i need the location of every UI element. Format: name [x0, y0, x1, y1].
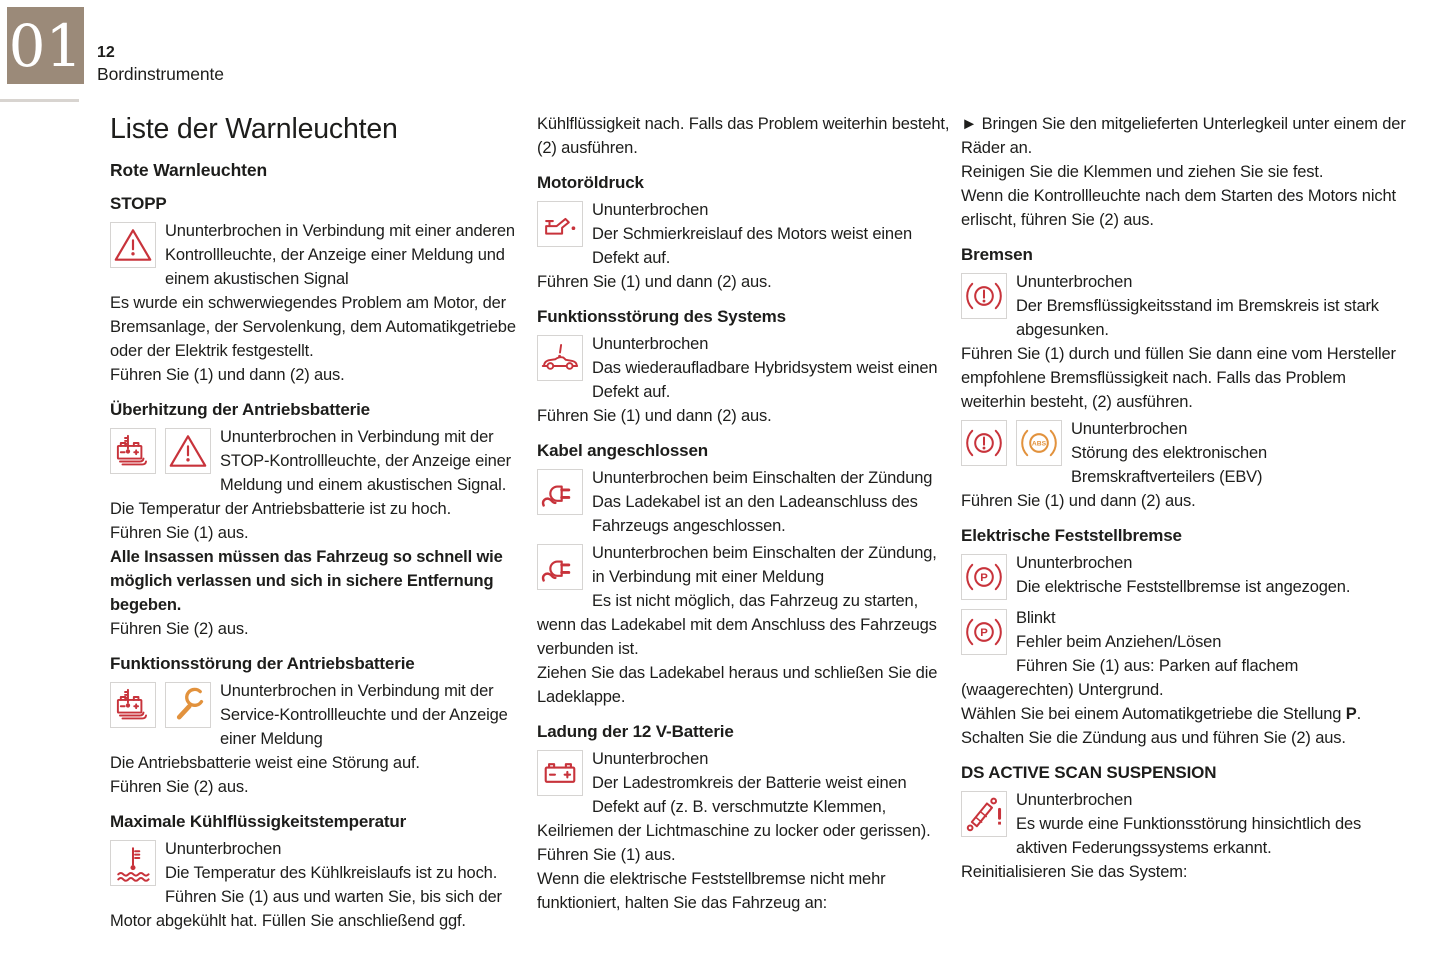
- warning-block: [961, 606, 1408, 750]
- body-text: Reinigen Sie die Klemmen und ziehen Sie sie fest.: [961, 163, 1324, 181]
- body-text: Führen Sie (2) aus.: [110, 620, 249, 638]
- svg-text:ABS: ABS: [1031, 440, 1047, 448]
- body-text: Führen Sie (1) aus.: [110, 524, 249, 542]
- body-text: Reinitialisieren Sie das System:: [961, 863, 1188, 881]
- body-text: Ununterbrochen: [1071, 420, 1188, 438]
- body-text: Es ist nicht möglich, das Fahrzeug zu starten, wenn das Ladekabel mit dem Anschluss des Fahrzeugs verbunden ist.: [537, 592, 937, 658]
- body-text-part: .: [1356, 705, 1362, 723]
- section-heading: Bremsen: [961, 245, 1033, 264]
- section-heading: Überhitzung der Antriebsbatterie: [110, 400, 370, 419]
- column-3: [961, 112, 1408, 887]
- warning-triangle-icon: [165, 428, 211, 474]
- section-heading: Kabel angeschlossen: [537, 441, 708, 460]
- body-text: Führen Sie (1) aus und warten Sie, bis sich der Motor abgekühlt hat. Füllen Sie anschließend ggf.: [110, 888, 502, 930]
- brake-warning-icon: [961, 273, 1007, 319]
- coolant-temperature-icon: [110, 840, 156, 886]
- body-text: Führen Sie (1) und dann (2) aus.: [537, 407, 772, 425]
- section-heading: Motoröldruck: [537, 173, 644, 192]
- body-text: Ununterbrochen: [592, 750, 709, 768]
- chapter-divider-line: [0, 99, 79, 102]
- warning-triangle-icon: [110, 222, 156, 268]
- warning-block: [537, 466, 951, 538]
- warning-block: [537, 332, 951, 428]
- body-text-part: P: [1345, 705, 1357, 723]
- oil-pressure-icon: [537, 201, 583, 247]
- svg-text:P: P: [980, 627, 988, 640]
- body-text: Störung des elektronischen Bremskraftverteilers (EBV): [1071, 444, 1268, 486]
- body-text: Schalten Sie die Zündung aus und führen Sie (2) aus.: [961, 729, 1346, 747]
- body-text: Es wurde ein schwerwiegendes Problem am Motor, der Bremsanlage, der Servolenkung, dem Automatikgetriebe oder der Elektrik festgestellt.: [110, 294, 516, 360]
- body-text: Ziehen Sie das Ladekabel heraus und schließen Sie die Ladeklappe.: [537, 664, 938, 706]
- page-title: Liste der Warnleuchten: [110, 113, 398, 145]
- warning-block: [110, 679, 519, 799]
- body-text: Führen Sie (1) aus.: [537, 846, 676, 864]
- body-text: Ununterbrochen in Verbindung mit einer anderen Kontrollleuchte, der Anzeige einer Meldung und einem akustischen Signal: [165, 222, 515, 288]
- body-text: Die Temperatur des Kühlkreislaufs ist zu hoch.: [165, 864, 498, 882]
- chapter-title: Bordinstrumente: [97, 64, 224, 84]
- svg-text:P: P: [980, 572, 988, 585]
- brake-warning-icon: [961, 420, 1007, 466]
- body-text: Das wiederaufladbare Hybridsystem weist einen Defekt auf.: [592, 359, 938, 401]
- warning-block: [961, 270, 1408, 414]
- body-text: Ununterbrochen beim Einschalten der Zündung, in Verbindung mit einer Meldung: [592, 544, 937, 586]
- body-text: Fehler beim Anziehen/Lösen: [1016, 633, 1222, 651]
- body-text: Die elektrische Feststellbremse ist angezogen.: [1016, 578, 1351, 596]
- body-text: Ununterbrochen: [1016, 554, 1133, 572]
- body-text: Der Bremsflüssigkeitsstand im Bremskreis ist stark abgesunken.: [1016, 297, 1379, 339]
- body-text: Wenn die Kontrollleuchte nach dem Starten des Motors nicht erlischt, führen Sie (2) aus.: [961, 187, 1396, 229]
- body-text: Ununterbrochen: [592, 201, 709, 219]
- body-text: Führen Sie (1) und dann (2) aus.: [537, 273, 772, 291]
- body-text: Kühlflüssigkeit nach. Falls das Problem weiterhin besteht, (2) ausführen.: [537, 115, 950, 157]
- body-text: Ununterbrochen: [165, 840, 282, 858]
- body-text: Die Temperatur der Antriebsbatterie ist zu hoch.: [110, 500, 452, 518]
- suspension-icon: [961, 791, 1007, 837]
- column-2: [537, 112, 951, 918]
- body-text: Ununterbrochen: [1016, 791, 1133, 809]
- body-text: Führen Sie (1) aus: Parken auf flachem (waagerechten) Untergrund.: [961, 657, 1299, 699]
- chapter-number: 01: [8, 11, 83, 80]
- service-wrench-icon: [165, 682, 211, 728]
- battery-temperature-icon: [110, 682, 156, 728]
- body-text: Führen Sie (2) aus.: [110, 778, 249, 796]
- warning-block: [961, 788, 1408, 884]
- column-1: [110, 112, 519, 936]
- body-text: Ununterbrochen beim Einschalten der Zündung: [592, 469, 933, 487]
- abs-icon: [1016, 420, 1062, 466]
- body-text: Führen Sie (1) und dann (2) aus.: [961, 492, 1196, 510]
- chapter-number-box: [7, 7, 84, 84]
- body-text: Der Ladestromkreis der Batterie weist einen Defekt auf (z. B. verschmutzte Klemmen, Keilriemen der Lichtmaschine zu locker oder gerissen).: [537, 774, 931, 840]
- warning-block: [537, 747, 951, 915]
- body-text: Wenn die elektrische Feststellbremse nicht mehr funktioniert, halten Sie das Fahrzeug an:: [537, 870, 886, 912]
- warning-block: [961, 551, 1408, 603]
- battery-charge-icon: [537, 750, 583, 796]
- body-text: [961, 702, 1408, 726]
- body-text: Ununterbrochen: [592, 335, 709, 353]
- warning-block: [110, 837, 519, 933]
- body-text: Ununterbrochen in Verbindung mit der STOP-Kontrollleuchte, der Anzeige einer Meldung und einem akustischen Signal.: [220, 428, 512, 494]
- body-text: Der Schmierkreislauf des Motors weist einen Defekt auf.: [592, 225, 913, 267]
- body-text: Die Antriebsbatterie weist eine Störung auf.: [110, 754, 420, 772]
- body-text-part: Wählen Sie bei einem Automatikgetriebe die Stellung: [961, 705, 1346, 723]
- warning-block: [537, 112, 951, 160]
- warning-block: [537, 541, 951, 709]
- body-text: Führen Sie (1) durch und füllen Sie dann eine vom Hersteller empfohlene Bremsflüssigkeit nach. Falls das Problem weiterhin besteht, (2) ausführen.: [961, 345, 1396, 411]
- body-text: Blinkt: [1016, 609, 1056, 627]
- body-text: Ununterbrochen in Verbindung mit der Service-Kontrollleuchte und der Anzeige einer Meldung: [220, 682, 508, 748]
- body-text: ► Bringen Sie den mitgelieferten Unterlegkeil unter einem der Räder an.: [961, 115, 1406, 157]
- charging-cable-icon: [537, 469, 583, 515]
- section-heading: DS ACTIVE SCAN SUSPENSION: [961, 763, 1217, 782]
- warning-block: [537, 198, 951, 294]
- body-text: Alle Insassen müssen das Fahrzeug so schnell wie möglich verlassen und sich in sichere Entfernung begeben.: [110, 548, 503, 614]
- body-text: Es wurde eine Funktionsstörung hinsichtlich des aktiven Federungssystems erkannt.: [1016, 815, 1362, 857]
- battery-temperature-icon: [110, 428, 156, 474]
- body-text: Ununterbrochen: [1016, 273, 1133, 291]
- parking-brake-icon: [961, 554, 1007, 600]
- body-text: Das Ladekabel ist an den Ladeanschluss des Fahrzeugs angeschlossen.: [592, 493, 918, 535]
- charging-cable-icon: [537, 544, 583, 590]
- section-heading: Elektrische Feststellbremse: [961, 526, 1182, 545]
- warning-block: [961, 112, 1408, 232]
- warning-block: [961, 417, 1408, 513]
- hybrid-system-icon: [537, 335, 583, 381]
- section-heading: Ladung der 12 V-Batterie: [537, 722, 734, 741]
- page-number: 12: [97, 44, 115, 61]
- section-heading: Funktionsstörung des Systems: [537, 307, 786, 326]
- section-heading: Funktionsstörung der Antriebsbatterie: [110, 654, 415, 673]
- section-subtitle: Rote Warnleuchten: [110, 160, 268, 180]
- warning-block: [110, 425, 519, 641]
- section-heading: STOPP: [110, 194, 167, 213]
- section-heading: Maximale Kühlflüssigkeitstemperatur: [110, 812, 407, 831]
- body-text: Führen Sie (1) und dann (2) aus.: [110, 366, 345, 384]
- parking-brake-icon: [961, 609, 1007, 655]
- warning-block: [110, 219, 519, 387]
